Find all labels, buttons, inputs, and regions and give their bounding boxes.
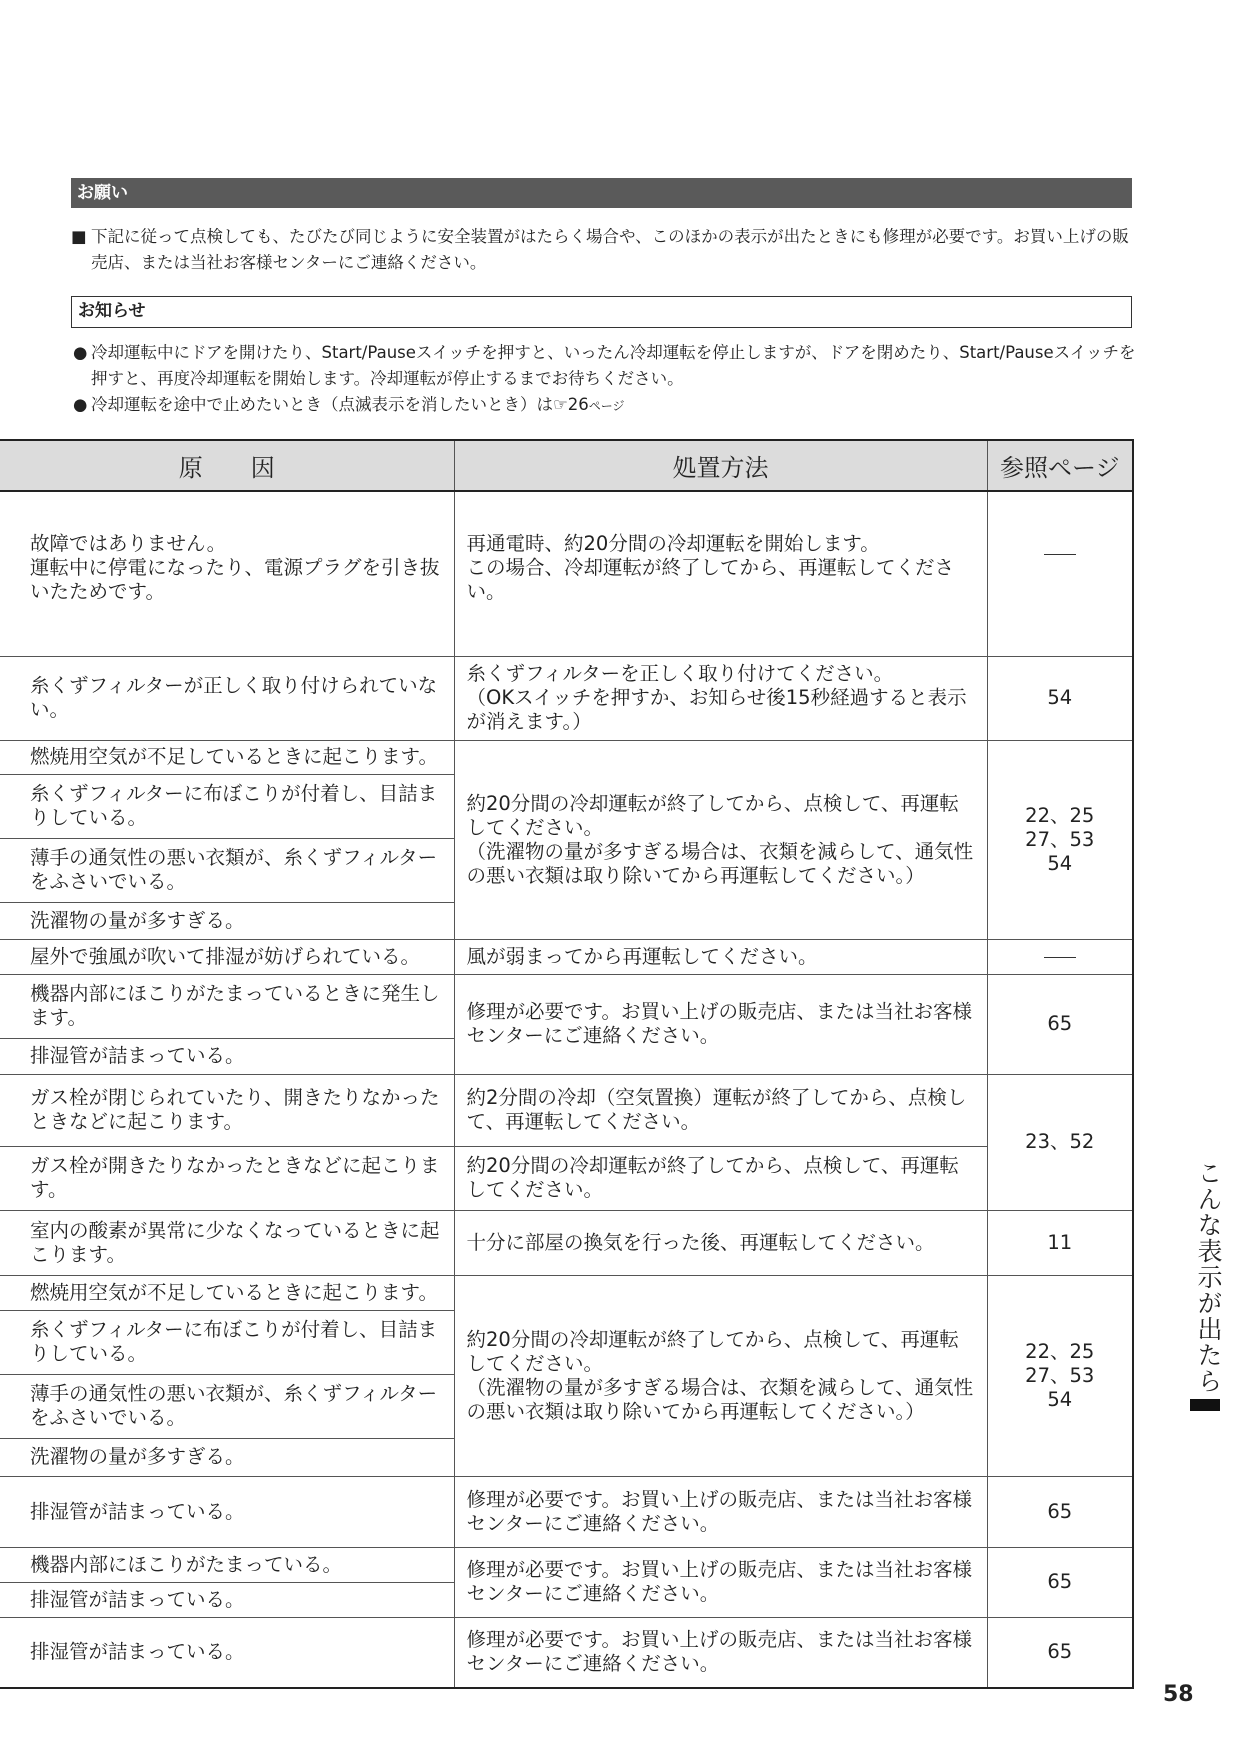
oshirase-heading: お知らせ: [71, 296, 1132, 328]
table-row: [0, 1210, 1133, 1275]
ref-cell: [987, 1617, 1133, 1688]
page-suffix: ページ: [588, 399, 625, 413]
remedy-text: 修理が必要です。お買い上げの販売店、または当社お客様センターにご連絡ください。: [466, 1628, 972, 1676]
remedy-text: 修理が必要です。お買い上げの販売店、または当社お客様センターにご連絡ください。: [466, 1000, 972, 1047]
cause-cell: [0, 1582, 454, 1617]
table-row: [0, 1476, 1133, 1547]
ref-cell: [987, 491, 1133, 656]
remedy-text: 再通電時、約20分間の冷却運転を開始します。 この場合、冷却運転が終了してから、再運転してください。: [466, 532, 955, 603]
remedy-cell: [454, 491, 987, 656]
header-cause: 原 因: [0, 440, 454, 491]
cause-cell: [0, 1547, 454, 1582]
cause-cell: [0, 1476, 454, 1547]
ref-text: 65: [1047, 1570, 1073, 1593]
cause-text: 排湿管が詰まっている。: [30, 1499, 245, 1523]
cause-text: ガス栓が開きたりなかったときなどに起こります。: [30, 1154, 440, 1201]
header-remedy: 処置方法: [454, 440, 987, 491]
ref-cell: [987, 1476, 1133, 1547]
remedy-text: 約20分間の冷却運転が終了してから、点検して、再運転してください。: [466, 1154, 959, 1201]
section-tab-label: こんな表示が出たら: [1194, 1160, 1223, 1394]
bullet-dot-icon: ●: [73, 395, 88, 414]
remedy-cell: [454, 1074, 987, 1146]
remedy-text: 約20分間の冷却運転が終了してから、点検して、再運転してください。 （洗濯物の量が多すぎる場合は、衣類を減らして、通気性の悪い衣類は取り除いてから再運転してください。）: [466, 1327, 974, 1423]
remedy-text: 十分に部屋の換気を行った後、再運転してください。: [466, 1230, 935, 1254]
cause-text: 薄手の通気性の悪い衣類が、糸くずフィルターをふさいでいる。: [30, 1382, 438, 1429]
cause-cell: [0, 1275, 454, 1310]
cause-cell: [0, 1374, 454, 1438]
section-tab-marker: [1190, 1399, 1220, 1411]
cause-text: 機器内部にほこりがたまっている。: [30, 1552, 343, 1576]
table-header-row: [0, 440, 1133, 491]
table-row: [0, 1617, 1133, 1688]
remedy-text: 修理が必要です。お買い上げの販売店、または当社お客様センターにご連絡ください。: [466, 1487, 972, 1535]
table-row: [0, 740, 1133, 774]
remedy-cell: [454, 1210, 987, 1275]
cause-cell: [0, 1074, 454, 1146]
cause-cell: [0, 774, 454, 838]
remedy-cell: [454, 1617, 987, 1688]
table-row: [0, 491, 1133, 656]
remedy-text: 約2分間の冷却（空気置換）運転が終了してから、点検して、再運転してください。: [466, 1086, 967, 1133]
cause-text: ガス栓が閉じられていたり、開きたりなかったときなどに起こります。: [30, 1086, 440, 1133]
square-bullet-icon: ■: [71, 227, 87, 246]
cause-cell: [0, 1210, 454, 1275]
cause-text: 室内の酸素が異常に少なくなっているときに起こります。: [30, 1218, 440, 1266]
remedy-cell: [454, 1146, 987, 1210]
remedy-text: 風が弱まってから再運転してください。: [466, 944, 818, 968]
ref-text: 23、52: [1025, 1130, 1095, 1153]
cause-text: 排湿管が詰まっている。: [30, 1640, 245, 1664]
onegai-note: [71, 224, 1139, 276]
table-row: [0, 974, 1133, 1038]
oshirase-item-text: 冷却運転中にドアを開けたり、Start/Pauseスイッチを押すと、いったん冷却運転を停止しますが、ドアを閉めたり、Start/Pauseスイッチを押すと、再度冷却運転を開始します。冷却運転が停止するまでお待ちください。: [91, 343, 1136, 388]
oshirase-item-text: 冷却運転を途中で止めたいとき（点滅表示を消したいとき）は☞26: [91, 395, 589, 414]
cause-cell: [0, 1310, 454, 1374]
cause-text: 洗濯物の量が多すぎる。: [30, 1445, 245, 1468]
cause-text: 屋外で強風が吹いて排湿が妨げられている。: [30, 944, 421, 968]
remedy-text: 修理が必要です。お買い上げの販売店、または当社お客様センターにご連絡ください。: [466, 1558, 972, 1605]
troubleshooting-table: [0, 439, 1134, 1689]
ref-cell: [987, 656, 1133, 740]
remedy-cell: [454, 1476, 987, 1547]
table-row: [0, 1074, 1133, 1146]
ref-text: 65: [1047, 1640, 1073, 1664]
cause-cell: [0, 974, 454, 1038]
no-reference-dash: [1044, 554, 1076, 555]
cause-text: 機器内部にほこりがたまっているときに発生します。: [30, 982, 440, 1029]
ref-cell: [987, 1547, 1133, 1617]
cause-cell: [0, 1438, 454, 1476]
page-number: 58: [1163, 1682, 1194, 1707]
cause-cell: [0, 491, 454, 656]
ref-text: 22、25 27、53 54: [1025, 1339, 1095, 1411]
remedy-cell: [454, 939, 987, 974]
remedy-text: 糸くずフィルターを正しく取り付けてください。 （OKスイッチを押すか、お知らせ後15秒経過すると表示が消えます。）: [466, 662, 967, 733]
table-row: [0, 939, 1133, 974]
bullet-dot-icon: ●: [73, 343, 88, 362]
oshirase-item: [71, 392, 1139, 419]
no-reference-dash: [1044, 957, 1076, 958]
remedy-cell: [454, 974, 987, 1074]
remedy-cell: [454, 740, 987, 939]
remedy-cell: [454, 1275, 987, 1476]
cause-cell: [0, 1146, 454, 1210]
ref-text: 54: [1047, 686, 1073, 709]
ref-cell: [987, 1074, 1133, 1210]
ref-cell: [987, 939, 1133, 974]
cause-text: 故障ではありません。 運転中に停電になったり、電源プラグを引き抜いたためです。: [30, 532, 440, 603]
cause-cell: [0, 838, 454, 902]
header-ref: 参照ページ: [987, 440, 1133, 491]
cause-text: 糸くずフィルターが正しく取り付けられていない。: [30, 674, 438, 721]
onegai-text: 下記に従って点検しても、たびたび同じように安全装置がはたらく場合や、このほかの表示が出たときにも修理が必要です。お買い上げの販売店、または当社お客様センターにご連絡ください。: [91, 227, 1129, 272]
ref-text: 65: [1047, 1012, 1073, 1035]
cause-text: 燃焼用空気が不足しているときに起こります。: [30, 1280, 438, 1304]
cause-cell: [0, 1617, 454, 1688]
cause-cell: [0, 939, 454, 974]
ref-cell: [987, 1210, 1133, 1275]
cause-text: 洗濯物の量が多すぎる。: [30, 908, 245, 932]
cause-text: 排湿管が詰まっている。: [30, 1044, 245, 1067]
table-row: [0, 1547, 1133, 1582]
ref-text: 65: [1047, 1499, 1073, 1523]
cause-text: 薄手の通気性の悪い衣類が、糸くずフィルターをふさいでいる。: [30, 846, 438, 893]
cause-text: 燃焼用空気が不足しているときに起こります。: [30, 745, 438, 768]
ref-cell: [987, 740, 1133, 939]
ref-text: 22、25 27、53 54: [1025, 803, 1095, 875]
ref-cell: [987, 974, 1133, 1074]
cause-cell: [0, 740, 454, 774]
ref-cell: [987, 1275, 1133, 1476]
cause-cell: [0, 656, 454, 740]
remedy-cell: [454, 1547, 987, 1617]
cause-cell: [0, 1038, 454, 1074]
oshirase-list: [71, 340, 1139, 419]
ref-text: 11: [1047, 1230, 1073, 1254]
cause-cell: [0, 902, 454, 939]
table-row: [0, 656, 1133, 740]
cause-text: 糸くずフィルターに布ぼこりが付着し、目詰まりしている。: [30, 1318, 438, 1365]
cause-text: 排湿管が詰まっている。: [30, 1587, 245, 1611]
remedy-text: 約20分間の冷却運転が終了してから、点検して、再運転してください。 （洗濯物の量が多すぎる場合は、衣類を減らして、通気性の悪い衣類は取り除いてから再運転してください。）: [466, 791, 974, 887]
table-row: [0, 1146, 1133, 1210]
remedy-cell: [454, 656, 987, 740]
cause-text: 糸くずフィルターに布ぼこりが付着し、目詰まりしている。: [30, 782, 438, 829]
table-row: [0, 1275, 1133, 1310]
oshirase-item: [71, 340, 1139, 392]
onegai-heading: お願い: [71, 178, 1132, 208]
